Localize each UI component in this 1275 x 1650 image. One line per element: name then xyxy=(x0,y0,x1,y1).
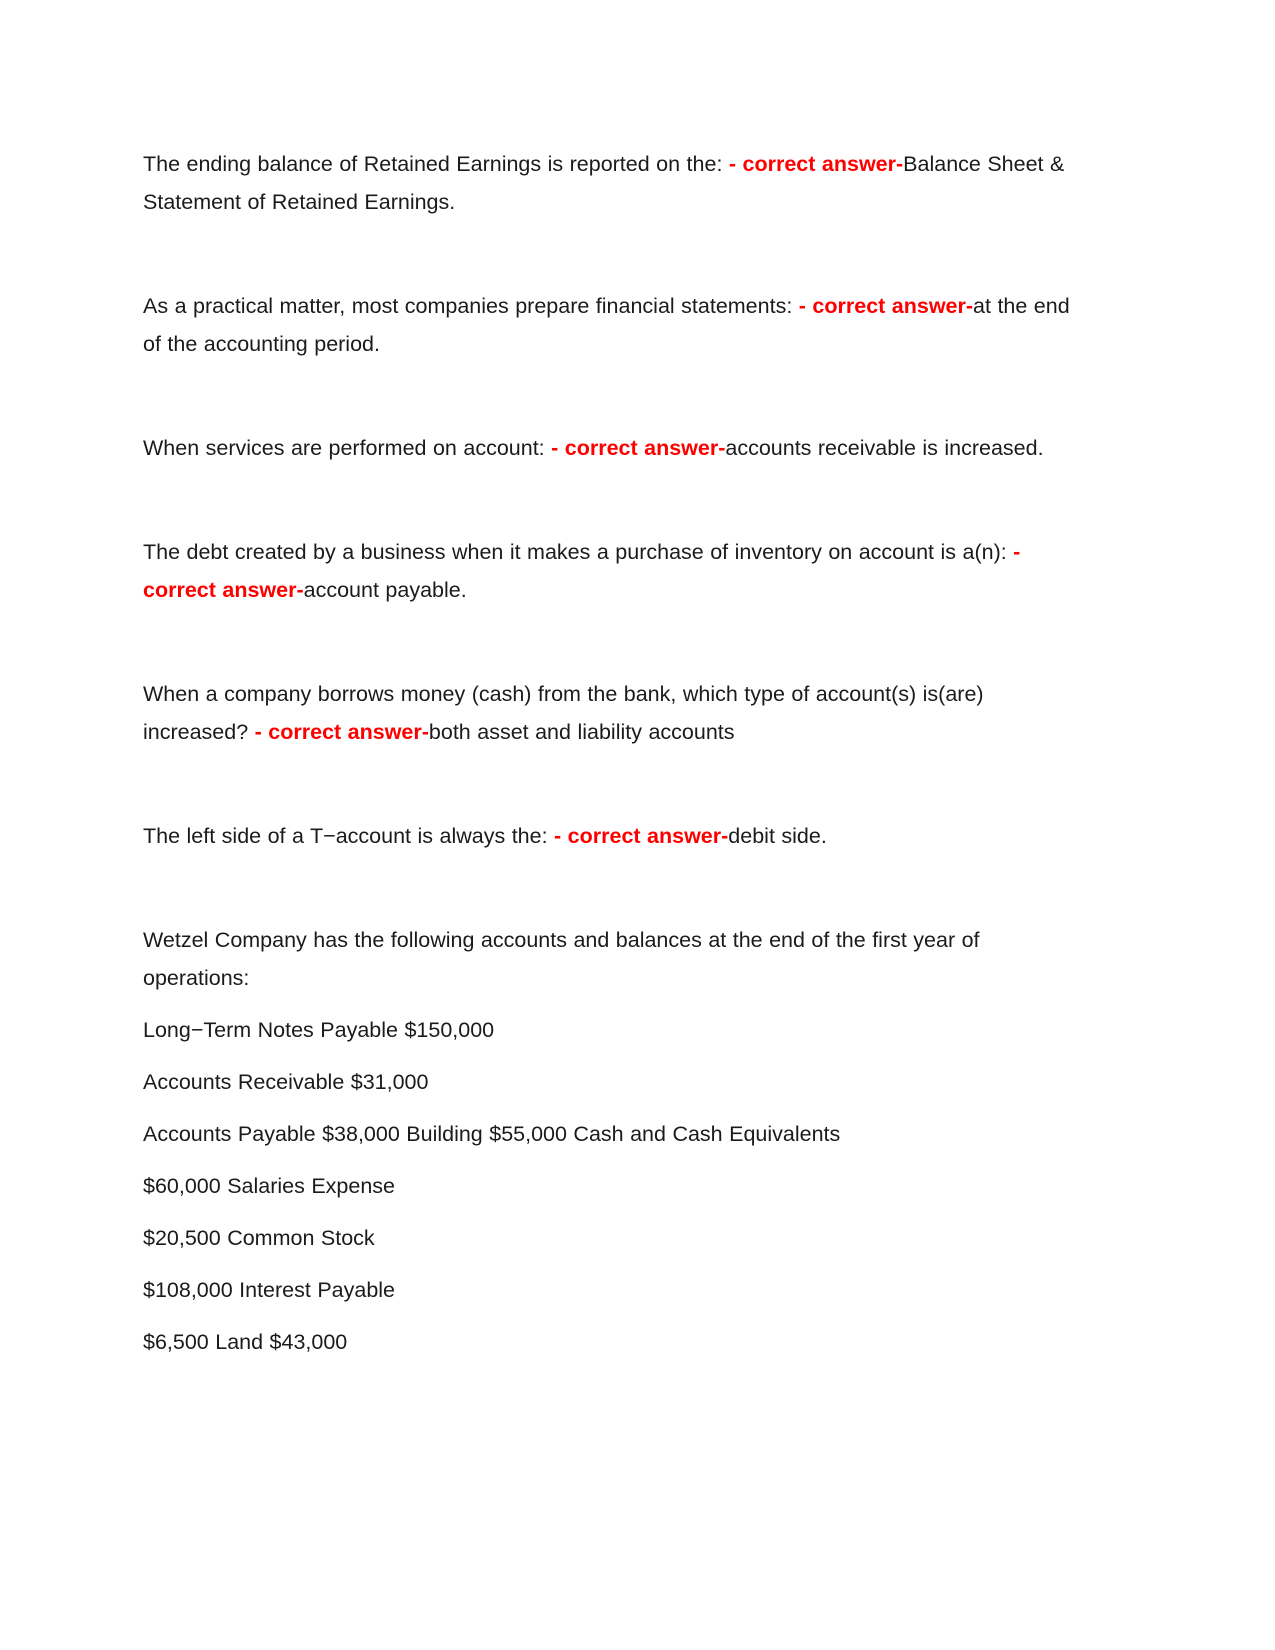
correct-answer-marker: - correct answer- xyxy=(728,152,904,176)
body-text: Long−Term Notes Payable $150,000 xyxy=(143,1018,495,1042)
body-text: accounts receivable is increased. xyxy=(725,436,1044,460)
paragraph xyxy=(143,1167,1088,1205)
correct-answer-marker: - correct answer- xyxy=(254,720,429,744)
paragraph xyxy=(143,1115,1088,1153)
correct-answer-marker: - correct answer- xyxy=(143,540,1021,602)
body-text: When a company borrows money (cash) from the bank, which type of account(s) is(are) increased? xyxy=(143,682,984,744)
body-text: Accounts Receivable $31,000 xyxy=(143,1070,429,1094)
document-content xyxy=(143,145,1088,1361)
body-text: The ending balance of Retained Earnings is reported on the: xyxy=(143,152,729,176)
body-text: $6,500 Land $43,000 xyxy=(143,1330,348,1354)
blank-line xyxy=(143,481,1088,519)
correct-answer-marker: - correct answer- xyxy=(551,436,726,460)
body-text: account payable. xyxy=(303,578,467,602)
paragraph xyxy=(143,921,1088,997)
body-text: As a practical matter, most companies prepare financial statements: xyxy=(143,294,799,318)
body-text: Wetzel Company has the following accounts and balances at the end of the first year of operations: xyxy=(143,928,980,990)
blank-line xyxy=(143,623,1088,661)
paragraph xyxy=(143,429,1088,467)
paragraph xyxy=(143,1011,1088,1049)
paragraph xyxy=(143,1219,1088,1257)
body-text: Accounts Payable $38,000 Building $55,000 Cash and Cash Equivalents xyxy=(143,1122,841,1146)
paragraph xyxy=(143,1063,1088,1101)
blank-line xyxy=(143,869,1088,907)
blank-line xyxy=(143,765,1088,803)
body-text: $108,000 Interest Payable xyxy=(143,1278,396,1302)
body-text: Balance Sheet & Statement of Retained Earnings. xyxy=(143,152,1065,214)
body-text: at the end of the accounting period. xyxy=(143,294,1070,356)
body-text: $60,000 Salaries Expense xyxy=(143,1174,396,1198)
body-text: When services are performed on account: xyxy=(143,436,552,460)
correct-answer-marker: - correct answer- xyxy=(554,824,729,848)
paragraph xyxy=(143,533,1088,609)
paragraph xyxy=(143,287,1088,363)
body-text: $20,500 Common Stock xyxy=(143,1226,375,1250)
paragraph xyxy=(143,675,1088,751)
blank-line xyxy=(143,377,1088,415)
body-text: both asset and liability accounts xyxy=(428,720,735,744)
paragraph xyxy=(143,145,1088,221)
body-text: The left side of a T−account is always the: xyxy=(143,824,555,848)
body-text: debit side. xyxy=(728,824,827,848)
body-text: The debt created by a business when it makes a purchase of inventory on account is a(n): xyxy=(143,540,1014,564)
paragraph xyxy=(143,1271,1088,1309)
paragraph xyxy=(143,1323,1088,1361)
correct-answer-marker: - correct answer- xyxy=(798,294,974,318)
blank-line xyxy=(143,235,1088,273)
paragraph xyxy=(143,817,1088,855)
